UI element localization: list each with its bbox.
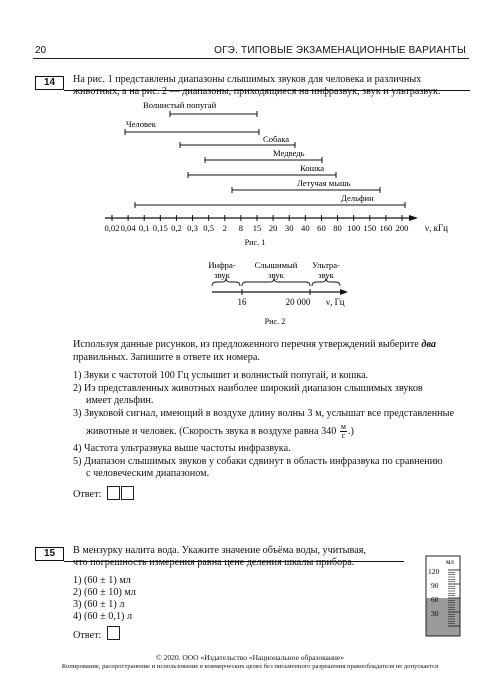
cylinder-label-60: 60 <box>431 595 439 604</box>
label-infrasound: Инфра- <box>208 260 236 270</box>
range-bar-bat <box>232 178 380 193</box>
range-bar-cat <box>188 163 336 178</box>
q15-answer-label: Ответ: <box>73 630 102 641</box>
axis-tick-label: 0,5 <box>203 223 215 233</box>
label-ultrasound: Ультра- <box>312 260 340 270</box>
fig2-tick-20000: 20 000 <box>285 297 311 307</box>
q14-answer-cell-2[interactable] <box>121 486 134 500</box>
label-infrasound-2: звук <box>214 270 230 280</box>
q14-option-1: 1) Звуки с частотой 100 Гц услышит и волнистый попугай, и кошка. <box>73 370 369 381</box>
brace-ultrasound <box>312 278 340 286</box>
q14-task-line-1: Используя данные рисунков, из предложенного перечня утверждений выберите два <box>73 339 437 350</box>
axis-tick-label: 0,1 <box>138 223 150 233</box>
fig2-axis-arrow-icon <box>340 289 348 295</box>
axis-tick-label: 200 <box>395 223 409 233</box>
q15-option-3: 3) (60 ± 1) л <box>73 599 125 610</box>
footer-copyright: © 2020. ООО «Издательство «Национальное образование» <box>156 653 344 662</box>
q15-option-4: 4) (60 ± 0,1) л <box>73 611 133 622</box>
axis-tick-label: 0,02 <box>104 223 120 233</box>
q14-option-2-line-2: имеет дельфин. <box>86 395 154 406</box>
range-bar-human <box>125 119 259 135</box>
label-dolphin: Дельфин <box>341 193 374 203</box>
q15-text-line-1: В мензурку налита вода. Укажите значение объёма воды, учитывая, <box>73 545 366 556</box>
label-dog: Собака <box>263 134 290 144</box>
axis-tick-label: 0,3 <box>187 223 198 233</box>
footer-notice: Копирование, распространение и использование в коммерческих целях без письменного разрешения правообладателя не допускается <box>61 663 439 670</box>
cylinder-label-120: 120 <box>428 567 440 576</box>
q15-option-1: 1) (60 ± 1) мл <box>73 575 131 586</box>
running-title: ОГЭ. ТИПОВЫЕ ЭКЗАМЕНАЦИОННЫЕ ВАРИАНТЫ <box>214 45 466 56</box>
axis-arrow-icon <box>409 215 418 221</box>
range-bar-dolphin <box>135 193 405 208</box>
axis-tick-label: 2 <box>222 223 227 233</box>
label-ultrasound-2: звук <box>318 270 334 280</box>
axis-tick-label: 40 <box>301 223 310 233</box>
axis-tick-label: 0,2 <box>171 223 182 233</box>
q14-intro-line-1: На рис. 1 представлены диапазоны слышимых звуков для человека и различных <box>73 74 422 85</box>
label-bat: Летучая мышь <box>297 178 351 188</box>
label-parrot: Волнистый попугай <box>143 100 217 110</box>
page-number: 20 <box>35 45 47 56</box>
q14-answer-cell-1[interactable] <box>107 486 120 500</box>
q14-option-2-line-1: 2) Из представленных животных наиболее широкий диапазон слышимых звуков <box>73 383 423 394</box>
axis-tick-label: 100 <box>347 223 361 233</box>
axis-tick-label: 80 <box>333 223 342 233</box>
label-audible-2: звук <box>268 270 284 280</box>
axis-tick-label: 0,15 <box>152 223 168 233</box>
question-14-number: 14 <box>35 76 64 90</box>
fig2-axis-label: ν, Гц <box>326 297 345 307</box>
axis-label: ν, кГц <box>425 223 448 233</box>
label-audible: Слышимый <box>254 260 298 270</box>
q14-task-emphasis: два <box>421 339 437 350</box>
q14-option-5-line-2: с человеческим диапазоном. <box>86 468 210 479</box>
q14-option-4: 4) Частота ультразвука выше частоты инфразвука. <box>73 443 291 454</box>
cylinder-label-30: 30 <box>431 609 439 618</box>
axis-tick-label: 160 <box>379 223 393 233</box>
q14-option-5-line-1: 5) Диапазон слышимых звуков у собаки сдвинут в область инфразвука по сравнению <box>73 456 443 467</box>
range-bar-bear <box>205 148 322 163</box>
range-bar-parrot <box>143 100 257 117</box>
q14-option-3-line-1: 3) Звуковой сигнал, имеющий в воздухе длину волны 3 м, услышат все представленные <box>73 408 455 419</box>
axis-tick-label: 30 <box>284 223 294 233</box>
axis-tick-label: 20 <box>268 223 278 233</box>
cylinder-label-90: 90 <box>431 581 439 590</box>
label-human: Человек <box>126 119 156 129</box>
q14-answer-label: Ответ: <box>73 489 102 500</box>
q15-text-line-2: что погрешность измерения равна цене деления шкалы прибора. <box>73 557 355 568</box>
axis-tick-label: 150 <box>363 223 377 233</box>
fraction-m-per-s: м с <box>340 422 346 440</box>
q14-task-line-2: правильных. Запишите в ответе их номера. <box>73 352 260 363</box>
q15-answer-cell[interactable] <box>107 626 120 640</box>
q15-option-2: 2) (60 ± 10) мл <box>73 587 136 598</box>
figure-2-caption: Рис. 2 <box>264 317 286 326</box>
axis-tick-label: 60 <box>317 223 326 233</box>
q14-option-3-line-2: животные и человек. (Скорость звука в воздухе равна 340 м с .) <box>86 422 354 440</box>
axis-tick-label: 15 <box>252 223 262 233</box>
question-15-number: 15 <box>35 547 64 561</box>
cylinder-unit: мл <box>446 558 454 566</box>
label-bear: Медведь <box>273 148 305 158</box>
axis-tick-label: 0,04 <box>120 223 136 233</box>
measuring-cylinder <box>418 552 468 642</box>
label-cat: Кошка <box>300 163 325 173</box>
figure-1-hearing-ranges <box>0 96 500 254</box>
header-rule <box>33 58 469 59</box>
range-bar-dog <box>180 134 295 148</box>
fig2-tick-16: 16 <box>237 297 247 307</box>
figure-1-caption: Рис. 1 <box>244 238 266 247</box>
axis-tick-labels <box>104 223 408 233</box>
axis-tick-label: 8 <box>238 223 244 233</box>
figure-2-sound-types <box>0 258 500 330</box>
q14-intro-line-2: животных, а на рис. 2 — диапазоны, приходящиеся на инфразвук, звук и ультразвук. <box>73 86 441 97</box>
